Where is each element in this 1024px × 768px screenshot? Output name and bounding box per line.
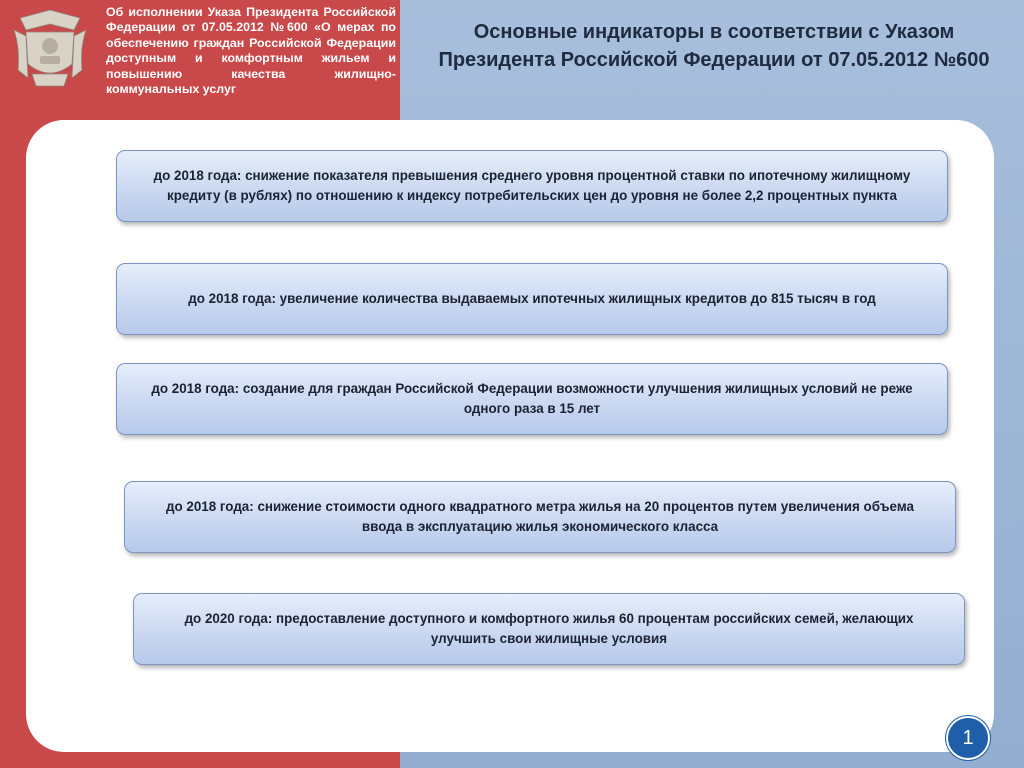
coat-of-arms-icon (10, 8, 90, 88)
indicator-box-3: до 2018 года: создание для граждан Российской Федерации возможности улучшения жилищных условий не реже одного раза в 15 лет (116, 363, 948, 435)
indicator-box-4: до 2018 года: снижение стоимости одного квадратного метра жилья на 20 процентов путем увеличения объема ввода в эксплуатацию жилья экономического класса (124, 481, 956, 553)
indicator-box-5: до 2020 года: предоставление доступного и комфортного жилья 60 процентам российских семей, желающих улучшить свои жилищные условия (133, 593, 965, 665)
indicator-box-2: до 2018 года: увеличение количества выдаваемых ипотечных жилищных кредитов до 815 тысяч в год (116, 263, 948, 335)
page-number-badge: 1 (946, 716, 990, 760)
indicator-box-1: до 2018 года: снижение показателя превышения среднего уровня процентной ставки по ипотечному жилищному кредиту (в рублях) по отношению к индексу потребительских цен до уровня не более 2,2 процентных пункта (116, 150, 948, 222)
page-title: Основные индикаторы в соответствии с Указом Президента Российской Федерации от 07.05.2012 №600 (438, 21, 990, 71)
decree-subtitle: Об исполнении Указа Президента Российской Федерации от 07.05.2012 №600 «О мерах по обеспечению граждан Российской Федерации доступным и комфортным жильем и повышению качества жилищно-коммунальных услуг (106, 5, 396, 97)
